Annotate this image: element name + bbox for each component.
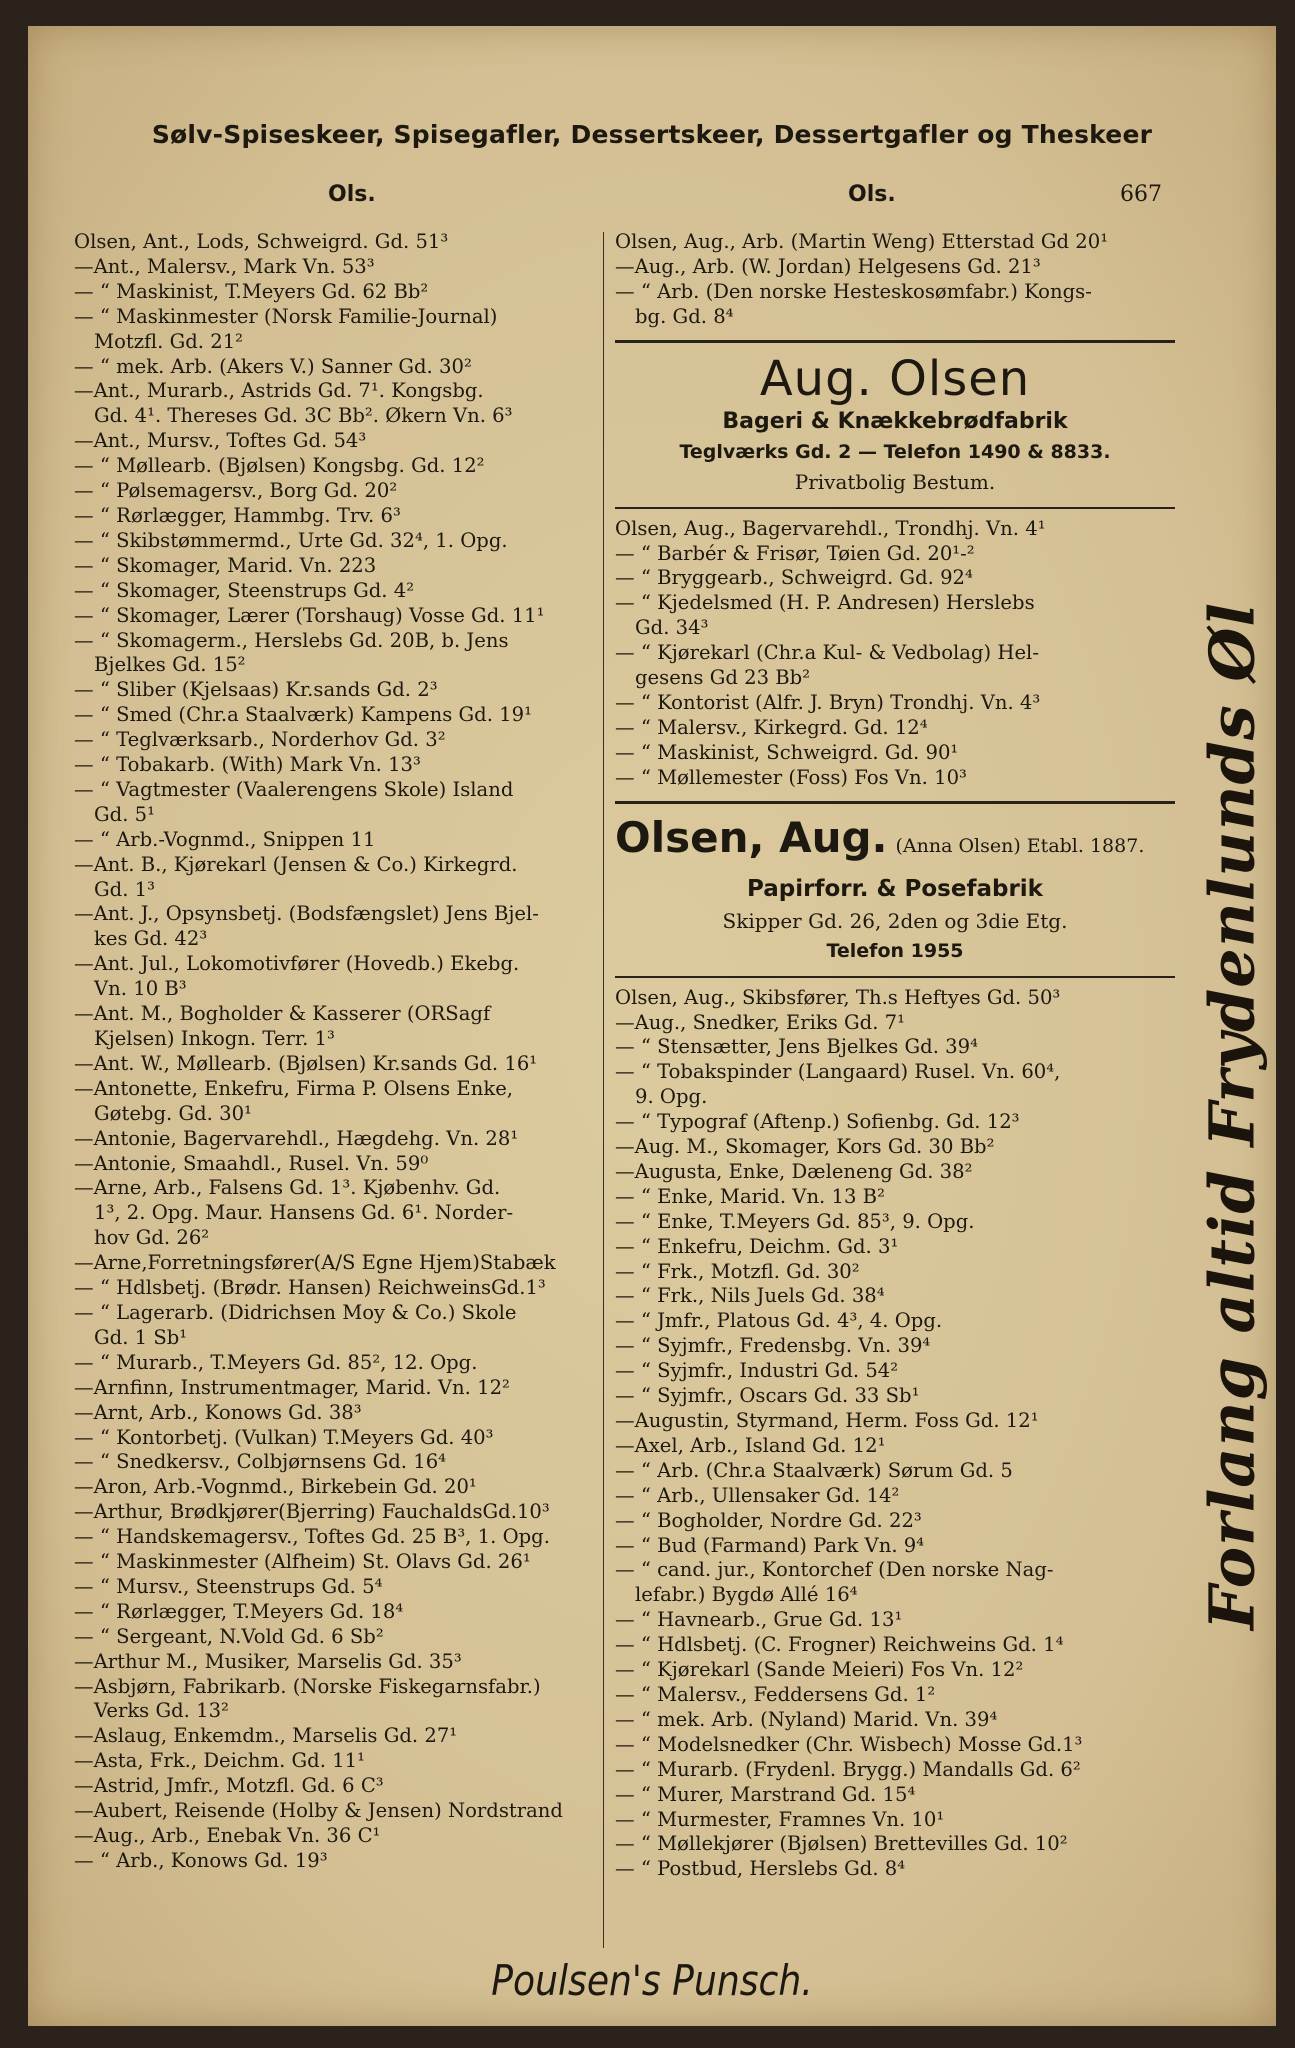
directory-entry: — “ Møllearb. (Bjølsen) Kongsbg. Gd. 12² xyxy=(74,454,485,478)
directory-entry: —Arne,Forretningsfører(A/S Egne Hjem)Stabæk xyxy=(74,1251,556,1275)
directory-entry: — “ Tobakarb. (With) Mark Vn. 13³ xyxy=(74,753,421,777)
footer-advertisement: Poulsen's Punsch. xyxy=(491,1956,813,2005)
directory-entry: — “ Hdlsbetj. (C. Frogner) Reichweins Gd. 1⁴ xyxy=(615,1633,1064,1657)
directory-entry: — “ Teglværksarb., Norderhov Gd. 3² xyxy=(74,728,446,752)
directory-entry: —Ant. M., Bogholder & Kasserer (ORSagf xyxy=(74,1002,491,1026)
column-divider xyxy=(603,232,604,1948)
directory-entry: — “ Bryggearb., Schweigrd. Gd. 92⁴ xyxy=(615,566,973,590)
directory-entry: — “ Kontorbetj. (Vulkan) T.Meyers Gd. 40³ xyxy=(74,1425,494,1449)
directory-entry: 9. Opg. xyxy=(635,1085,708,1109)
directory-entry: — “ Møllemester (Foss) Fos Vn. 10³ xyxy=(615,765,967,789)
directory-entry: — “ Snedkersv., Colbjørnsens Gd. 16⁴ xyxy=(74,1450,447,1474)
directory-entry: —Ant. B., Kjørekarl (Jensen & Co.) Kirkegrd. xyxy=(74,852,518,876)
directory-entry: Olsen, Aug., Arb. (Martin Weng) Etterstad Gd 20¹ xyxy=(615,230,1109,253)
ad-line: Privatbolig Bestum. xyxy=(794,469,996,494)
directory-entry: — “ Maskinmester (Norsk Familie-Journal) xyxy=(74,304,498,328)
directory-entry: 1³, 2. Opg. Maur. Hansens Gd. 6¹. Norder- xyxy=(94,1201,514,1225)
directory-entry: kes Gd. 42³ xyxy=(94,927,208,951)
directory-entry: — “ Rørlægger, Hammbg. Trv. 6³ xyxy=(74,503,401,527)
directory-entry: — “ Arb. (Chr.a Staalværk) Sørum Gd. 5 xyxy=(615,1458,1013,1482)
directory-entry: Gøtebg. Gd. 30¹ xyxy=(94,1101,252,1125)
directory-entry: — “ Hdlsbetj. (Brødr. Hansen) ReichweinsGd.1³ xyxy=(74,1276,546,1300)
directory-entry: — “ Murmester, Framnes Vn. 10¹ xyxy=(615,1807,945,1831)
directory-entry: — “ Syjmfr., Industri Gd. 54² xyxy=(615,1359,899,1383)
directory-entry: — “ Typograf (Aftenp.) Sofienbg. Gd. 12³ xyxy=(615,1110,1020,1134)
directory-entry: —Ant., Murarb., Astrids Gd. 7¹. Kongsbg. xyxy=(74,379,484,403)
directory-entry: — “ Kontorist (Alfr. J. Bryn) Trondhj. Vn. 4³ xyxy=(615,690,1041,714)
directory-entry: Olsen, Ant., Lods, Schweigrd. Gd. 51³ xyxy=(74,230,449,253)
directory-entry: — “ Arb., Konows Gd. 19³ xyxy=(74,1848,328,1872)
ad-name: Olsen, Aug. xyxy=(615,812,888,862)
directory-entry: — “ Lagerarb. (Didrichsen Moy & Co.) Skole xyxy=(74,1300,517,1324)
directory-entry: — “ Murer, Marstrand Gd. 15⁴ xyxy=(615,1782,916,1806)
directory-entry: Olsen, Aug., Bagervarehdl., Trondhj. Vn. 4¹ xyxy=(615,516,1046,540)
directory-entry: — “ Murarb. (Frydenl. Brygg.) Mandalls Gd. 6² xyxy=(615,1757,1081,1781)
directory-entry: Gd. 34³ xyxy=(635,616,709,640)
directory-entry: Vn. 10 B³ xyxy=(94,977,187,1001)
rule xyxy=(615,340,1175,343)
directory-entry: —Ant. Jul., Lokomotivfører (Hovedb.) Ekebg. xyxy=(74,952,520,976)
directory-entry: —Astrid, Jmfr., Motzfl. Gd. 6 C³ xyxy=(74,1774,384,1798)
directory-entry: hov Gd. 26² xyxy=(94,1226,210,1250)
directory-entry: — “ Enke, T.Meyers Gd. 85³, 9. Opg. xyxy=(615,1209,975,1233)
directory-entry: — “ Skomagerm., Herslebs Gd. 20B, b. Jens xyxy=(74,628,509,652)
ad-line: Bageri & Knækkebrødfabrik xyxy=(722,408,1068,434)
directory-entry: —Augustin, Styrmand, Herm. Foss Gd. 12¹ xyxy=(615,1409,1039,1432)
directory-entry: — “ Møllekjører (Bjølsen) Brettevilles Gd. 10² xyxy=(615,1832,1068,1856)
header-center: Ols. xyxy=(848,182,896,207)
directory-entry: — “ Tobakspinder (Langaard) Rusel. Vn. 60⁴, xyxy=(615,1060,1061,1084)
directory-entry: — “ Skomager, Marid. Vn. 223 xyxy=(74,553,377,577)
directory-entry: — “ Jmfr., Platous Gd. 4³, 4. Opg. xyxy=(615,1309,943,1333)
rule xyxy=(615,801,1175,804)
directory-entry: —Arnfinn, Instrumentmager, Marid. Vn. 12² xyxy=(74,1375,510,1399)
directory-entry: — “ Vagtmester (Vaalerengens Skole) Island xyxy=(74,777,514,801)
ad-line: Teglværks Gd. 2 — Telefon 1490 & 8833. xyxy=(679,440,1111,463)
directory-entry: — “ mek. Arb. (Nyland) Marid. Vn. 39⁴ xyxy=(615,1707,998,1731)
directory-entry: — “ Pølsemagersv., Borg Gd. 20² xyxy=(74,479,398,503)
directory-entry: — “ Handskemagersv., Toftes Gd. 25 B³, 1. Opg. xyxy=(74,1525,550,1549)
ad-note: (Anna Olsen) Etabl. 1887. xyxy=(895,834,1145,857)
directory-entry: —Axel, Arb., Island Gd. 12¹ xyxy=(615,1433,886,1457)
right-bottom-entries xyxy=(615,986,1175,1883)
directory-entry: bg. Gd. 8⁴ xyxy=(635,304,734,328)
directory-entry: —Aug., Arb., Enebak Vn. 36 C¹ xyxy=(74,1824,381,1847)
header-left: Ols. xyxy=(328,182,376,207)
directory-entry: Gd. 5¹ xyxy=(94,802,155,826)
vertical-advertisement: Forlang altid Frydenlunds Øl xyxy=(1195,602,1269,1630)
directory-entry: gesens Gd 23 Bb² xyxy=(635,666,811,690)
directory-entry: — “ Arb. (Den norske Hesteskosømfabr.) Kongs- xyxy=(615,279,1092,303)
ad-olsen-papirforr xyxy=(615,812,1175,966)
directory-entry: — “ Malersv., Kirkegrd. Gd. 12⁴ xyxy=(615,715,928,739)
directory-entry: — “ Syjmfr., Fredensbg. Vn. 39⁴ xyxy=(615,1334,931,1358)
rule xyxy=(615,507,1175,509)
directory-entry: —Aslaug, Enkemdm., Marselis Gd. 27¹ xyxy=(74,1724,458,1748)
directory-entry: — “ Barbér & Frisør, Tøien Gd. 20¹-² xyxy=(615,541,975,565)
directory-entry: — “ Enke, Marid. Vn. 13 B² xyxy=(615,1184,885,1208)
right-top-entries xyxy=(615,230,1175,330)
directory-entry: —Aug., Arb. (W. Jordan) Helgesens Gd. 21³ xyxy=(615,254,1041,278)
directory-entry: — “ Kjedelsmed (H. P. Andresen) Herslebs xyxy=(615,591,1035,615)
right-column xyxy=(615,230,1175,1882)
directory-entry: —Antonie, Smaahdl., Rusel. Vn. 59⁰ xyxy=(74,1151,429,1175)
directory-entry: Gd. 1 Sb¹ xyxy=(94,1325,188,1349)
directory-entry: — “ Skomager, Lærer (Torshaug) Vosse Gd. 11¹ xyxy=(74,603,545,627)
directory-entry: —Asta, Frk., Deichm. Gd. 11¹ xyxy=(74,1749,365,1773)
directory-entry: —Augusta, Enke, Dæleneng Gd. 38² xyxy=(615,1159,973,1183)
directory-page xyxy=(28,26,1276,2026)
directory-entry: — “ Rørlægger, T.Meyers Gd. 18⁴ xyxy=(74,1599,404,1623)
directory-entry: — “ Murarb., T.Meyers Gd. 85², 12. Opg. xyxy=(74,1350,478,1374)
directory-entry: —Asbjørn, Fabrikarb. (Norske Fiskegarnsfabr.) xyxy=(74,1674,541,1698)
directory-entry: — “ Arb., Ullensaker Gd. 14² xyxy=(615,1483,900,1507)
directory-entry: — “ Smed (Chr.a Staalværk) Kampens Gd. 19¹ xyxy=(74,703,532,727)
directory-entry: Bjelkes Gd. 15² xyxy=(94,653,246,677)
directory-entry: —Ant. J., Opsynsbetj. (Bodsfængslet) Jens Bjel- xyxy=(74,902,539,926)
directory-entry: —Ant. W., Møllearb. (Bjølsen) Kr.sands Gd. 16¹ xyxy=(74,1051,538,1075)
directory-entry: —Antonette, Enkefru, Firma P. Olsens Enke, xyxy=(74,1076,514,1100)
right-middle-entries xyxy=(615,517,1175,791)
directory-entry: — “ mek. Arb. (Akers V.) Sanner Gd. 30² xyxy=(74,354,472,378)
ad-aug-olsen-bageri xyxy=(615,351,1175,497)
directory-entry: —Aubert, Reisende (Holby & Jensen) Nordstrand xyxy=(74,1799,563,1823)
directory-entry: —Antonie, Bagervarehdl., Hægdehg. Vn. 28¹ xyxy=(74,1126,519,1150)
left-column xyxy=(74,230,602,1874)
directory-entry: —Aron, Arb.-Vognmd., Birkebein Gd. 20¹ xyxy=(74,1475,477,1499)
directory-entry: — “ Maskinist, T.Meyers Gd. 62 Bb² xyxy=(74,279,429,303)
directory-entry: —Aug. M., Skomager, Kors Gd. 30 Bb² xyxy=(615,1135,995,1159)
directory-entry: — “ cand. jur., Kontorchef (Den norske Nag- xyxy=(615,1558,1054,1582)
directory-entry: — “ Enkefru, Deichm. Gd. 3¹ xyxy=(615,1234,899,1258)
directory-entry: — “ Malersv., Feddersens Gd. 1² xyxy=(615,1682,936,1706)
banner-advertisement: Sølv-Spiseskeer, Spisegafler, Dessertskeer, Dessertgafler og Theskeer xyxy=(151,120,1153,149)
directory-entry: —Ant., Malersv., Mark Vn. 53³ xyxy=(74,254,375,278)
directory-entry: Olsen, Aug., Skibsfører, Th.s Heftyes Gd. 50³ xyxy=(615,985,1061,1009)
directory-entry: — “ Maskinist, Schweigrd. Gd. 90¹ xyxy=(615,740,959,764)
directory-entry: — “ Syjmfr., Oscars Gd. 33 Sb¹ xyxy=(615,1384,920,1408)
directory-entry: Gd. 4¹. Thereses Gd. 3C Bb². Økern Vn. 6³ xyxy=(94,404,513,428)
directory-entry: — “ Mursv., Steenstrups Gd. 5⁴ xyxy=(74,1574,383,1598)
ad-line: Papirforr. & Posefabrik xyxy=(747,875,1043,902)
directory-entry: —Arnt, Arb., Konows Gd. 38³ xyxy=(74,1400,362,1424)
rule xyxy=(615,976,1175,978)
directory-entry: lefabr.) Bygdø Allé 16⁴ xyxy=(635,1583,858,1607)
ad-name: Aug. Olsen xyxy=(759,350,1031,407)
directory-entry: — “ Kjørekarl (Sande Meieri) Fos Vn. 12² xyxy=(615,1658,1024,1682)
directory-entry: —Arthur, Brødkjører(Bjerring) FauchaldsGd.10³ xyxy=(74,1500,550,1524)
directory-entry: — “ Sergeant, N.Vold Gd. 6 Sb² xyxy=(74,1624,384,1648)
directory-entry: —Aug., Snedker, Eriks Gd. 7¹ xyxy=(615,1010,905,1034)
directory-entry: Gd. 1³ xyxy=(94,877,155,901)
directory-entry: — “ Sliber (Kjelsaas) Kr.sands Gd. 2³ xyxy=(74,678,438,702)
directory-entry: — “ Arb.-Vognmd., Snippen 11 xyxy=(74,827,376,851)
directory-entry: — “ Bogholder, Nordre Gd. 22³ xyxy=(615,1508,922,1532)
directory-entry: — “ Frk., Nils Juels Gd. 38⁴ xyxy=(615,1284,885,1308)
directory-entry: — “ Skomager, Steenstrups Gd. 4² xyxy=(74,578,415,602)
directory-entry: — “ Bud (Farmand) Park Vn. 9⁴ xyxy=(615,1533,925,1557)
ad-line: Skipper Gd. 26, 2den og 3die Etg. xyxy=(722,908,1068,933)
directory-entry: —Arne, Arb., Falsens Gd. 1³. Kjøbenhv. Gd. xyxy=(74,1176,501,1200)
directory-entry: Motzfl. Gd. 21² xyxy=(94,329,244,353)
directory-entry: —Arthur M., Musiker, Marselis Gd. 35³ xyxy=(74,1649,462,1673)
directory-entry: Kjelsen) Inkogn. Terr. 1³ xyxy=(94,1027,335,1050)
directory-entry: Verks Gd. 13² xyxy=(94,1699,229,1723)
directory-entry: — “ Maskinmester (Alfheim) St. Olavs Gd. 26¹ xyxy=(74,1550,531,1574)
directory-entry: — “ Skibstømmermd., Urte Gd. 32⁴, 1. Opg. xyxy=(74,528,508,552)
directory-entry: — “ Havnearb., Grue Gd. 13¹ xyxy=(615,1608,903,1632)
directory-entry: — “ Stensætter, Jens Bjelkes Gd. 39⁴ xyxy=(615,1035,978,1059)
directory-entry: —Ant., Mursv., Toftes Gd. 54³ xyxy=(74,429,367,453)
directory-entry: — “ Modelsnedker (Chr. Wisbech) Mosse Gd.1³ xyxy=(615,1732,1083,1756)
directory-entry: — “ Frk., Motzfl. Gd. 30² xyxy=(615,1259,860,1283)
directory-entry: — “ Kjørekarl (Chr.a Kul- & Vedbolag) Hel- xyxy=(615,641,1039,665)
ad-line: Telefon 1955 xyxy=(826,939,964,962)
directory-entry: — “ Postbud, Herslebs Gd. 8⁴ xyxy=(615,1857,906,1881)
page-number: 667 xyxy=(1120,182,1162,207)
